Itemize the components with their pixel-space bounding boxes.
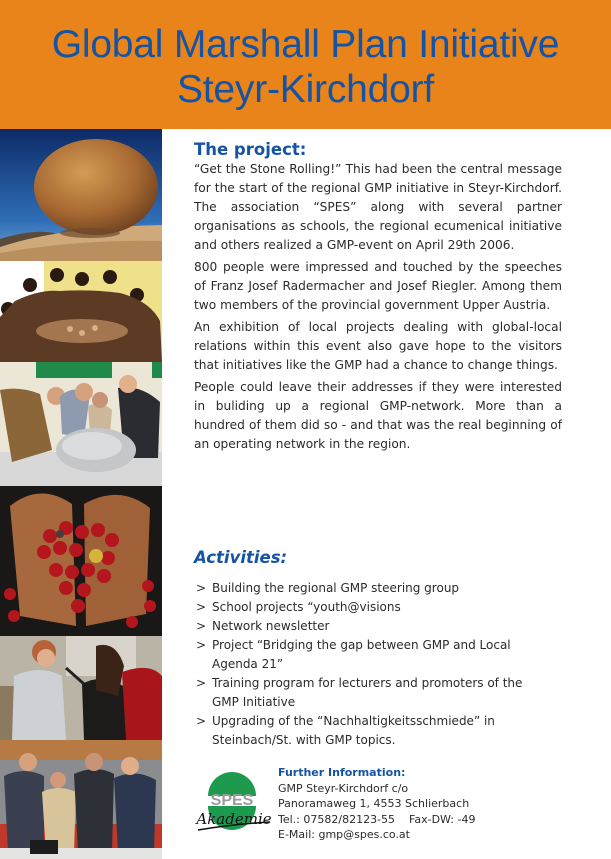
contact-tel: Tel.: 07582/82123-55: [278, 812, 396, 826]
coffee-cherries-hands-photo: [0, 486, 162, 636]
project-paragraph-4: People could leave their addresses if they were interested in buliding up a regional GMP-network. More than a hundred of them did so - and that was the real beginning of an operating network in the region.: [194, 380, 562, 451]
project-paragraph-3: An exhibition of local projects dealing with global-local relations within this event also gave hope to the visitors that initiatives like the GMP had a chance to change things.: [194, 320, 562, 372]
header-banner: [0, 0, 611, 129]
contact-heading: Further Information:: [278, 766, 406, 779]
group-with-stone-photo: [0, 362, 162, 486]
photo-strip: [0, 129, 162, 859]
project-paragraph-1: “Get the Stone Rolling!” This had been the central message for the start of the regional GMP initiative in Steyr-Kirchdorf. The association “SPES” along with several partner organisations as schools, the regional ecumenical initiative and others realized a GMP-event on April 29th 2006.: [194, 162, 562, 252]
group-portrait-photo: [0, 740, 162, 859]
activities-heading: Activities:: [194, 548, 288, 567]
activity-text: Network newsletter: [212, 619, 330, 633]
list-item: [196, 617, 556, 636]
activities-list: [196, 579, 556, 750]
activity-text: Building the regional GMP steering group: [212, 581, 460, 595]
contact-fax: Fax-DW: -49: [409, 812, 476, 826]
activity-text: Training program for lecturers and promoters of the GMP Initiative: [212, 676, 523, 709]
list-item: [196, 636, 542, 674]
title-line-2: Steyr-Kirchdorf: [176, 68, 435, 111]
spes-akademie-logo: [194, 770, 274, 832]
svg-text:SPES: SPES: [210, 792, 254, 809]
balancing-boulder-photo: [0, 129, 162, 261]
list-item: [196, 579, 556, 598]
contact-address: Panoramaweg 1, 4553 Schlierbach: [278, 797, 470, 810]
contact-phone-row: [278, 812, 475, 828]
bullet-chevron-icon: >: [196, 619, 207, 633]
activity-text: School projects “youth@visions: [212, 600, 401, 614]
activity-text: Upgrading of the “Nachhaltigkeitsschmiede” in Steinbach/St. with GMP topics.: [212, 714, 495, 747]
contact-email[interactable]: E-Mail: gmp@spes.co.at: [278, 828, 410, 841]
interview-photo: [0, 636, 162, 740]
contact-org: GMP Steyr-Kirchdorf c/o: [278, 781, 409, 795]
contact-block: [278, 765, 475, 843]
hands-circle-photo: [0, 261, 162, 362]
project-section: [194, 140, 562, 454]
list-item: [196, 712, 522, 750]
bullet-chevron-icon: >: [196, 581, 207, 595]
project-heading: The project:: [194, 140, 307, 159]
list-item: [196, 598, 556, 617]
activity-text: Project “Bridging the gap between GMP and Local Agenda 21”: [212, 638, 511, 671]
bullet-chevron-icon: >: [196, 600, 207, 614]
title-line-1: Global Marshall Plan Initiative: [51, 23, 560, 66]
project-paragraph-2: 800 people were impressed and touched by the speeches of Franz Josef Radermacher and Josef Riegler. Among them two members of the provincial government Upper Austria.: [194, 260, 562, 312]
bullet-chevron-icon: >: [196, 676, 207, 690]
svg-text:Akademie: Akademie: [196, 810, 272, 828]
list-item: [196, 674, 542, 712]
bullet-chevron-icon: >: [196, 714, 207, 728]
bullet-chevron-icon: >: [196, 638, 207, 652]
